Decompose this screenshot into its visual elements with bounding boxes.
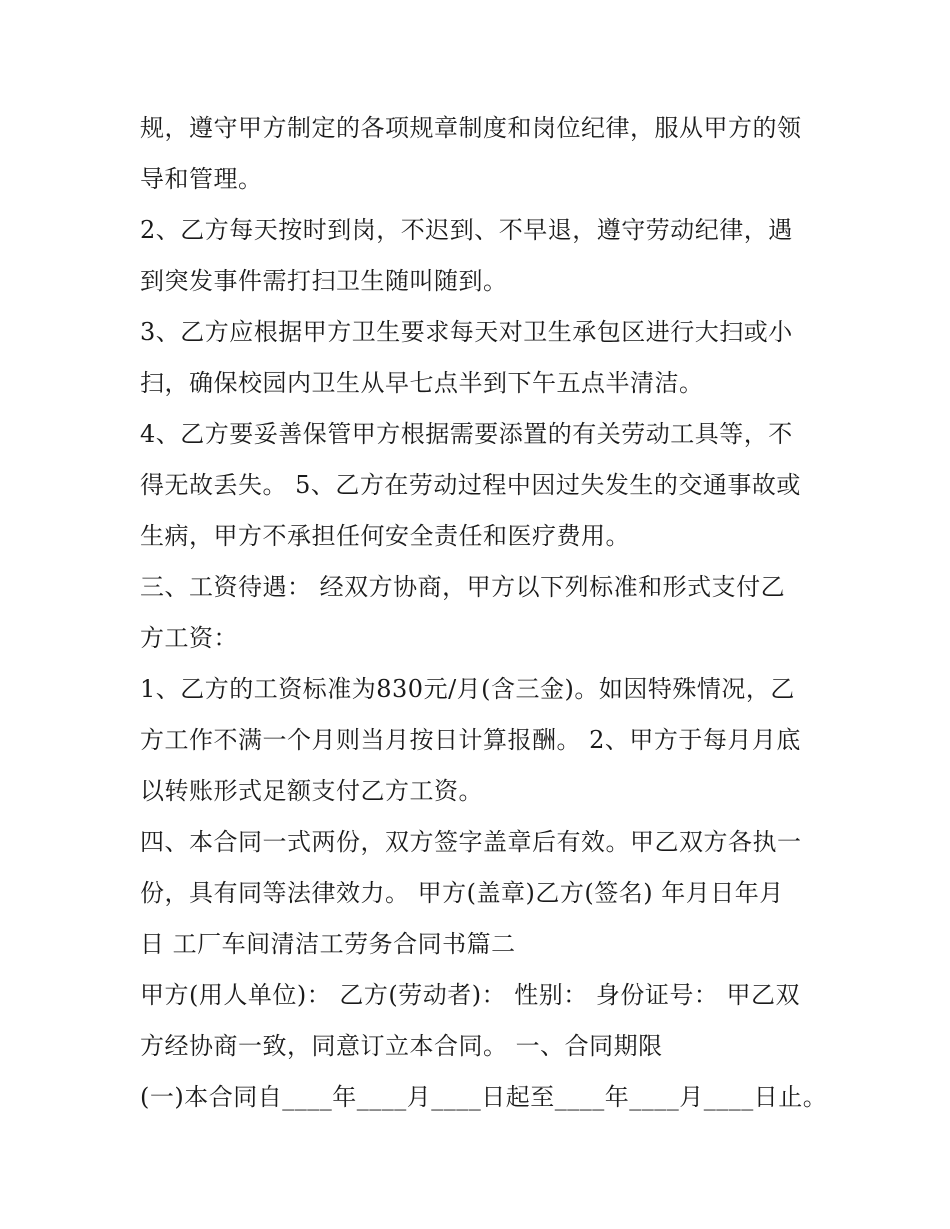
text-line: 生病，甲方不承担任何安全责任和医疗费用。	[140, 522, 630, 550]
text-line: 到突发事件需打扫卫生随叫随到。	[140, 267, 508, 295]
text-line: 份，具有同等法律效力。 甲方(盖章)乙方(签名) 年月日年月	[140, 879, 784, 907]
text-line: 4、乙方要妥善保管甲方根据需要添置的有关劳动工具等，不	[140, 420, 793, 448]
text-line: 得无故丢失。 5、乙方在劳动过程中因过失发生的交通事故或	[140, 471, 801, 499]
text-line: 甲方(用人单位)： 乙方(劳动者)： 性别： 身份证号： 甲乙双	[140, 981, 800, 1009]
text-line: 扫，确保校园内卫生从早七点半到下午五点半清洁。	[140, 369, 704, 397]
text-line: 规，遵守甲方制定的各项规章制度和岗位纪律，服从甲方的领	[140, 114, 802, 142]
text-line: 导和管理。	[140, 165, 263, 193]
text-line: (一)本合同自____年____月____日起至____年____月____日止。	[140, 1083, 828, 1111]
text-line: 以转账形式足额支付乙方工资。	[140, 777, 483, 805]
text-line: 2、乙方每天按时到岗，不迟到、不早退，遵守劳动纪律，遇	[140, 216, 793, 244]
text-line: 三、工资待遇： 经双方协商，甲方以下列标准和形式支付乙	[140, 573, 786, 601]
text-line: 方工作不满一个月则当月按日计算报酬。 2、甲方于每月月底	[140, 726, 801, 754]
section-heading: 日 工厂车间清洁工劳务合同书篇二	[140, 930, 516, 958]
text-line: 1、乙方的工资标准为830元/月(含三金)。如因特殊情况，乙	[140, 675, 795, 703]
text-line: 方经协商一致，同意订立本合同。 一、合同期限	[140, 1032, 663, 1060]
text-line: 方工资：	[140, 624, 238, 652]
text-line: 3、乙方应根据甲方卫生要求每天对卫生承包区进行大扫或小	[140, 318, 793, 346]
text-line: 四、本合同一式两份，双方签字盖章后有效。甲乙双方各执一	[140, 828, 802, 856]
